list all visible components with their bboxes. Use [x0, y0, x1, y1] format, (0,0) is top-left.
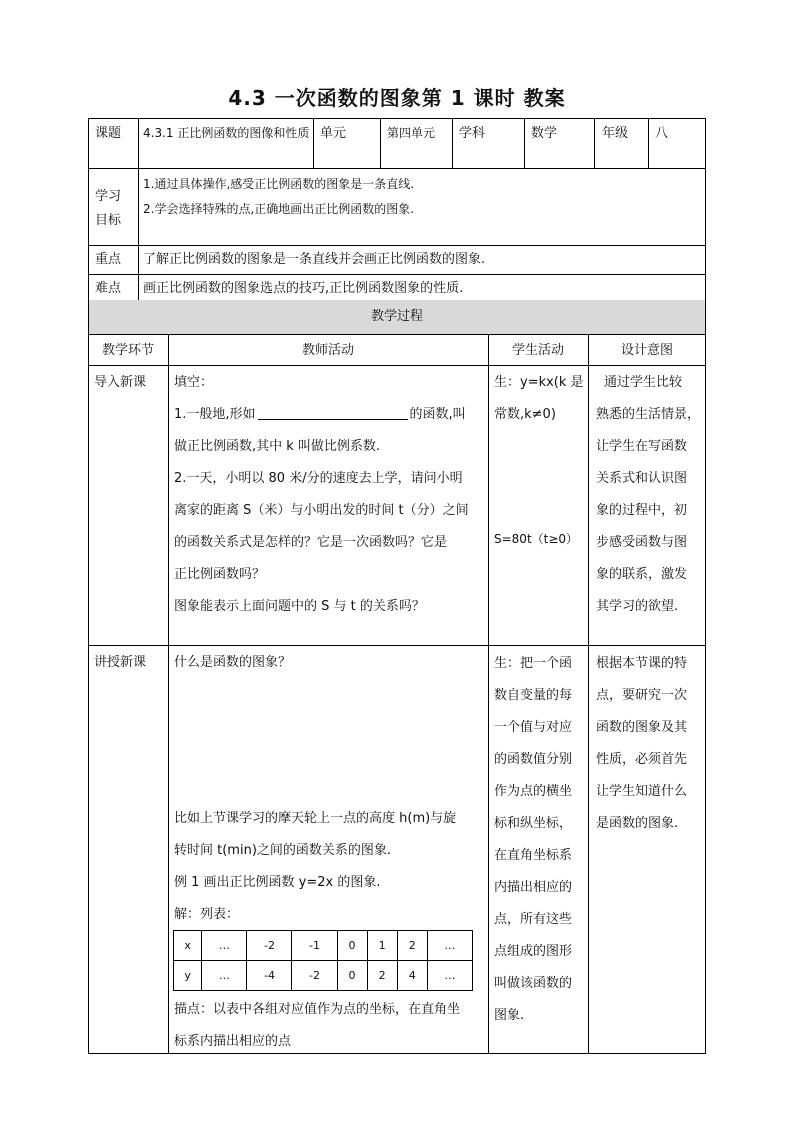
teach-s: 生：把一个函 — [494, 656, 573, 671]
intro-d7: 象的联系，激发 — [596, 567, 688, 582]
teach-s: 点，所有这些 — [494, 912, 573, 927]
goals-line-1: 1.通过具体操作,感受正比例函数的图象是一条直线. — [143, 177, 415, 191]
teach-t4: 例 1 画出正比例函数 y=2x 的图象. — [174, 875, 381, 890]
teach-s: 标和纵坐标， — [494, 816, 573, 831]
intro-d2: 熟悉的生活情景， — [596, 407, 701, 422]
intro-d8: 其学习的欲望. — [596, 599, 679, 614]
difficulty-label: 难点 — [95, 281, 122, 296]
teach-t2: 比如上节课学习的摩天轮上一点的高度 h(m)与旋 — [174, 811, 457, 826]
intro-d5: 象的过程中，初 — [596, 503, 688, 518]
teach-s: 图象. — [494, 1008, 525, 1023]
teach-plot-text — [174, 994, 484, 1058]
intro-t6: 的函数关系式是怎样的？它是一次函数吗？它是 — [174, 535, 448, 550]
table-cell: 0 — [337, 961, 367, 991]
teach-d: 让学生知道什么 — [596, 784, 688, 799]
table-row-y — [174, 961, 473, 991]
intro-d4: 关系式和认识图 — [596, 471, 688, 486]
teach-s: 一个值与对应 — [494, 720, 573, 735]
key-value: 了解正比例函数的图象是一条直线并会画正比例函数的图象. — [143, 252, 486, 267]
col-design: 设计意图 — [620, 343, 673, 358]
subject-value: 数学 — [531, 126, 558, 141]
intro-t4: 2.一天，小明以 80 米/分的速度去上学，请问小明 — [174, 471, 463, 486]
y-label: y — [174, 961, 202, 991]
table-cell: … — [427, 961, 472, 991]
subject-label: 学科 — [459, 126, 486, 141]
teach-t7: 标系内描出相应的点 — [174, 1034, 292, 1049]
intro-student — [494, 367, 586, 431]
intro-d1: 通过学生比较 — [604, 375, 683, 390]
col-stage: 教学环节 — [101, 343, 154, 358]
teach-d: 点，要研究一次 — [596, 688, 688, 703]
intro-t2: 1.一般地,形如 的函数,叫 — [174, 407, 466, 422]
unit-value: 第四单元 — [387, 126, 436, 140]
unit-label: 单元 — [320, 126, 347, 141]
table-cell: -4 — [247, 961, 292, 991]
table-cell: … — [202, 931, 247, 961]
process-title: 教学过程 — [370, 309, 423, 324]
teach-design — [596, 648, 706, 840]
lesson-value: 4.3.1 正比例函数的图像和性质 — [143, 126, 310, 140]
teach-s: 内描出相应的 — [494, 880, 573, 895]
teach-t5: 解：列表： — [174, 907, 240, 922]
teach-s: 叫做该函数的 — [494, 976, 573, 991]
intro-d3: 让学生在写函数 — [596, 439, 688, 454]
grade-label: 年级 — [602, 126, 629, 141]
table-cell: … — [427, 931, 472, 961]
teach-s: 点组成的图形 — [494, 944, 573, 959]
teach-student — [494, 648, 586, 1032]
teach-stage: 讲授新课 — [94, 655, 147, 670]
teach-t6: 描点：以表中各组对应值作为点的坐标，在直角坐 — [174, 1002, 461, 1017]
intro-teacher — [174, 367, 484, 623]
table-cell: -1 — [292, 931, 337, 961]
goals-line-2: 2.学会选择特殊的点,正确地画出正比例函数的图象. — [143, 202, 415, 216]
table-cell: 2 — [397, 931, 427, 961]
lesson-label: 课题 — [95, 126, 122, 141]
fill-blank — [258, 405, 408, 420]
teach-d: 是函数的图象. — [596, 816, 679, 831]
teach-s: 作为点的横坐 — [494, 784, 573, 799]
page-title: 4.3 一次函数的图象第 1 课时 教案 — [228, 86, 566, 110]
intro-t5: 离家的距离 S（米）与小明出发的时间 t（分）之间 — [174, 503, 469, 518]
teach-d: 性质，必须首先 — [596, 752, 688, 767]
intro-t7: 正比例函数吗？ — [174, 567, 266, 582]
intro-t3: 做正比例函数,其中 k 叫做比例系数. — [174, 439, 381, 454]
goals-label: 学习目标 — [95, 189, 122, 228]
teach-t1: 什么是函数的图象？ — [174, 655, 292, 670]
col-student: 学生活动 — [511, 343, 564, 358]
key-label: 重点 — [95, 252, 122, 267]
table-cell: 0 — [337, 931, 367, 961]
table-cell: 1 — [367, 931, 397, 961]
intro-design — [596, 367, 706, 623]
grade-value: 八 — [655, 126, 669, 141]
intro-s3: S=80t（t≥0） — [494, 532, 579, 546]
table-cell: … — [202, 961, 247, 991]
col-teacher: 教师活动 — [301, 343, 354, 358]
intro-stage: 导入新课 — [94, 375, 147, 390]
teach-s: 的函数值分别 — [494, 752, 573, 767]
teach-s: 在直角坐标系 — [494, 848, 573, 863]
teach-t3: 转时间 t(min)之间的函数关系的图象. — [174, 843, 392, 858]
difficulty-value: 画正比例函数的图象选点的技巧,正比例函数图象的性质. — [143, 281, 464, 296]
table-cell: -2 — [247, 931, 292, 961]
intro-s2: 常数,k≠0) — [494, 407, 556, 422]
teach-s: 数自变量的每 — [494, 688, 573, 703]
intro-t1: 填空： — [174, 375, 214, 390]
teach-d: 函数的图象及其 — [596, 720, 688, 735]
teach-d: 根据本节课的特 — [596, 656, 688, 671]
intro-s1: 生：y=kx(k 是 — [494, 375, 584, 390]
table-cell: -2 — [292, 961, 337, 991]
table-row-x — [174, 931, 473, 961]
intro-t8: 图象能表示上面问题中的 S 与 t 的关系吗？ — [174, 599, 425, 614]
table-cell: 2 — [367, 961, 397, 991]
x-label: x — [174, 931, 202, 961]
teach-teacher — [174, 803, 484, 931]
intro-d6: 步感受函数与图 — [596, 535, 688, 550]
xy-value-table — [173, 930, 473, 991]
table-cell: 4 — [397, 961, 427, 991]
